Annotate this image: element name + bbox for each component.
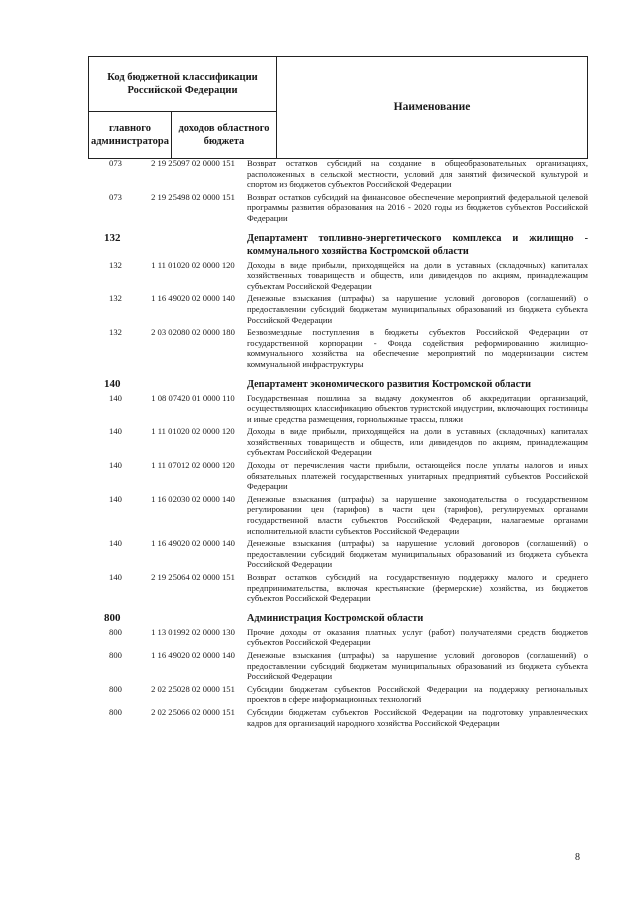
- section-header: [88, 612, 588, 625]
- admin-code: 800: [109, 706, 122, 717]
- revenue-name: Доходы в виде прибыли, приходящейся на доли в уставных (складочных) капиталах хозяйственных товариществ и обществ, или дивидендов по акциям, принадлежащим субъектам Российской Федерации: [247, 426, 588, 458]
- admin-code: 140: [109, 426, 122, 437]
- admin-code: 800: [109, 649, 122, 660]
- revenue-code: 2 19 25097 02 0000 151: [151, 158, 235, 168]
- admin-code: 140: [104, 377, 121, 390]
- table-row: [88, 684, 588, 705]
- table-body: [88, 156, 588, 728]
- revenue-name: Возврат остатков субсидий на создание в общеобразовательных организациях, расположенных в сельской местности, условий для занятий физической культурой и спортом из бюджетов субъектов Российской Федерации: [247, 158, 588, 190]
- admin-code: 073: [109, 191, 122, 202]
- table-row: [88, 572, 588, 604]
- revenue-code: 2 02 25066 02 0000 151: [151, 706, 235, 717]
- section-title: Департамент экономического развития Костромской области: [247, 378, 532, 390]
- table-row: [88, 260, 588, 292]
- revenue-code: 2 19 25498 02 0000 151: [151, 191, 235, 202]
- revenue-name: Денежные взыскания (штрафы) за нарушение условий договоров (соглашений) о предоставлении субсидий бюджетам муниципальных образований из бюджета субъекта Российской Федерации: [247, 538, 588, 570]
- revenue-code: [143, 612, 243, 625]
- table-row: [88, 460, 588, 492]
- table-row: [88, 327, 588, 369]
- admin-code: 140: [109, 392, 122, 403]
- admin-code: 140: [109, 538, 122, 549]
- revenue-name: Доходы в виде прибыли, приходящейся на доли в уставных (складочных) капиталах хозяйственных товариществ и обществ, или дивидендов по акциям, принадлежащим субъектам Российской Федерации: [247, 259, 588, 291]
- revenue-code: 1 13 01992 02 0000 130: [151, 626, 235, 637]
- table-row: [88, 426, 588, 458]
- revenue-code: 1 11 01020 02 0000 120: [151, 259, 235, 270]
- admin-code: 140: [109, 493, 122, 504]
- section-header: [88, 378, 588, 391]
- revenue-name: Субсидии бюджетам субъектов Российской Федерации на поддержку региональных проектов в сфере информационных технологий: [247, 683, 588, 705]
- admin-code: 140: [109, 572, 122, 582]
- page-number: 8: [575, 852, 580, 863]
- admin-code: 132: [109, 327, 122, 338]
- revenue-code: 2 02 25028 02 0000 151: [151, 683, 235, 694]
- table-row: [88, 494, 588, 536]
- table-row: [88, 158, 588, 190]
- revenue-code: 1 08 07420 01 0000 110: [151, 392, 235, 403]
- revenue-code: 1 16 49020 02 0000 140: [151, 293, 235, 304]
- revenue-code: [143, 378, 243, 391]
- revenue-code: 2 19 25064 02 0000 151: [151, 572, 235, 582]
- table-row: [88, 293, 588, 325]
- revenue-code: 1 16 49020 02 0000 140: [151, 649, 235, 660]
- revenue-name: Субсидии бюджетам субъектов Российской Федерации на подготовку управленческих кадров для организаций народного хозяйства Российской Федерации: [247, 706, 588, 728]
- table-row: [88, 707, 588, 728]
- admin-code: 800: [109, 626, 122, 637]
- table-row: [88, 650, 588, 682]
- revenue-code: 1 11 07012 02 0000 120: [151, 460, 235, 471]
- budget-code-header: Код бюджетной классификации Российской Федерации: [89, 57, 277, 112]
- revenue-code: 2 03 02080 02 0000 180: [151, 327, 235, 338]
- revenue-code: [143, 232, 243, 258]
- admin-code: 800: [109, 683, 122, 694]
- name-header: Наименование: [276, 57, 587, 159]
- table-row: [88, 192, 588, 224]
- section-header: [88, 232, 588, 258]
- table-row: [88, 538, 588, 570]
- revenue-code: 1 11 01020 02 0000 120: [151, 426, 235, 437]
- revenue-name: Денежные взыскания (штрафы) за нарушение условий договоров (соглашений) о предоставлении субсидий бюджетам муниципальных образований из бюджета субъекта Российской Федерации: [247, 293, 588, 325]
- admin-code: 132: [109, 293, 122, 304]
- section-title: Департамент топливно-энергетического комплекса и жилищно - коммунального хозяйства Костромской области: [247, 232, 588, 257]
- table-header: [88, 56, 588, 159]
- admin-code: 132: [109, 259, 122, 270]
- revenue-code: 1 16 02030 02 0000 140: [151, 493, 235, 504]
- revenue-name: Доходы от перечисления части прибыли, остающейся после уплаты налогов и иных обязательных платежей государственных унитарных предприятий субъектов Российской Федерации: [247, 460, 588, 492]
- revenue-name: Возврат остатков субсидий на государственную поддержку малого и среднего предпринимательства, включая крестьянские (фермерские) хозяйства, из бюджетов субъектов Российской Федерации: [247, 572, 588, 604]
- revenue-name: Возврат остатков субсидий на финансовое обеспечение мероприятий федеральной целевой программы развития образования на 2016 - 2020 годы из бюджетов субъектов Российской Федерации: [247, 191, 588, 223]
- admin-column-header: главного администратора: [89, 112, 172, 159]
- revenue-name: Денежные взыскания (штрафы) за нарушение законодательства о государственном регулировании цен (тарифов) в части цен (тарифов), регулируемых органами государственной власти субъектов Российской Федерации, налагаемые органами исполнительной власти субъектов Российской Федерации: [247, 493, 588, 536]
- revenue-code: 1 16 49020 02 0000 140: [151, 538, 235, 549]
- revenue-column-header: доходов областного бюджета: [171, 112, 276, 159]
- admin-code: 073: [109, 158, 122, 168]
- admin-code: 132: [104, 231, 121, 244]
- revenue-name: Государственная пошлина за выдачу документов об аккредитации организаций, осуществляющих классификацию объектов туристской индустрии, включающих гостиницы и иные средства размещения, горнолыжные трассы, пляжи: [247, 392, 588, 424]
- table-row: [88, 627, 588, 648]
- revenue-name: Прочие доходы от оказания платных услуг (работ) получателями средств бюджетов субъектов Российской Федерации: [247, 626, 588, 648]
- table-row: [88, 393, 588, 425]
- revenue-name: Денежные взыскания (штрафы) за нарушение условий договоров (соглашений) о предоставлении субсидий бюджетам муниципальных образований из бюджета субъекта Российской Федерации: [247, 649, 588, 682]
- admin-code: 140: [109, 460, 122, 471]
- admin-code: 800: [104, 611, 121, 624]
- section-title: Администрация Костромской области: [247, 612, 424, 624]
- revenue-name: Безвозмездные поступления в бюджеты субъектов Российской Федерации от государственной корпорации - Фонда содействия реформированию жилищно-коммунального хозяйства на обеспечение мероприятий по модернизации систем коммунальной инфраструктуры: [247, 327, 588, 369]
